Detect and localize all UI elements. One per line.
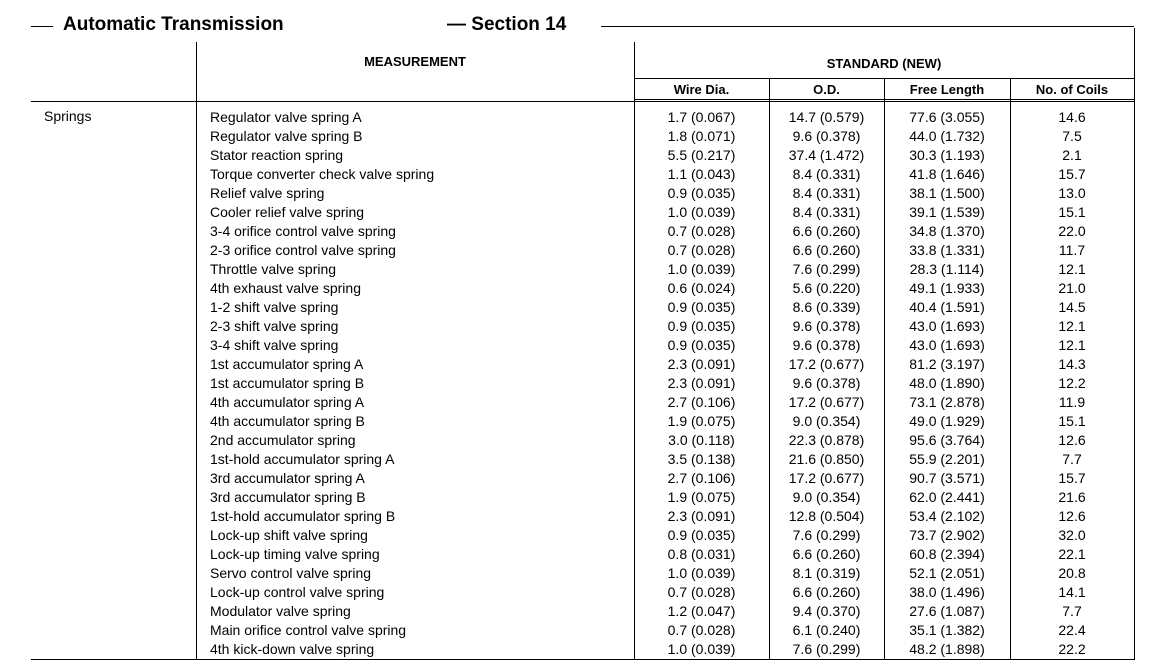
- cell-od: 17.2 (0.677): [788, 470, 865, 486]
- section-title-bar: [31, 14, 1134, 38]
- cell-od: 6.6 (0.260): [792, 242, 861, 258]
- cell-wire: 5.5 (0.217): [667, 147, 736, 163]
- cell-wire: 1.0 (0.039): [667, 641, 736, 657]
- cell-od: 8.4 (0.331): [792, 204, 861, 220]
- cell-name: Regulator valve spring B: [210, 128, 363, 144]
- title-rule-right: [601, 26, 1134, 27]
- page-title: Automatic Transmission: [63, 14, 284, 35]
- cell-wire: 1.0 (0.039): [667, 204, 736, 220]
- cell-name: 1st accumulator spring B: [210, 375, 365, 391]
- cell-coils: 12.1: [1058, 318, 1086, 334]
- cell-free: 30.3 (1.193): [909, 147, 985, 163]
- cell-free: 40.4 (1.591): [909, 299, 985, 315]
- cell-name: Throttle valve spring: [210, 261, 337, 277]
- cell-coils: 22.1: [1058, 546, 1086, 562]
- cell-coils: 22.2: [1058, 641, 1086, 657]
- cell-wire: 2.3 (0.091): [667, 356, 736, 372]
- cell-od: 5.6 (0.220): [792, 280, 861, 296]
- cell-wire: 1.9 (0.075): [667, 413, 736, 429]
- table-row: [31, 450, 1135, 469]
- cell-free: 41.8 (1.646): [909, 166, 985, 182]
- cell-free: 73.1 (2.878): [909, 394, 985, 410]
- cell-od: 9.6 (0.378): [792, 128, 861, 144]
- subheader-wire-dia: Wire Dia.: [673, 82, 730, 97]
- subheader-rule-top: [634, 78, 1134, 79]
- cell-free: 38.0 (1.496): [909, 584, 985, 600]
- cell-coils: 11.9: [1058, 394, 1086, 410]
- cell-name: Lock-up shift valve spring: [210, 527, 368, 543]
- cell-coils: 12.2: [1058, 375, 1086, 391]
- cell-name: 4th accumulator spring B: [210, 413, 365, 429]
- cell-od: 12.8 (0.504): [788, 508, 865, 524]
- table-row: [31, 374, 1135, 393]
- cell-wire: 0.9 (0.035): [667, 318, 736, 334]
- subheader-od: O.D.: [813, 82, 840, 97]
- cell-od: 17.2 (0.677): [788, 394, 865, 410]
- cell-coils: 14.3: [1058, 356, 1086, 372]
- cell-wire: 1.2 (0.047): [667, 603, 736, 619]
- cell-coils: 12.1: [1058, 261, 1086, 277]
- table-row: [31, 260, 1135, 279]
- cell-coils: 15.1: [1058, 413, 1086, 429]
- cell-name: Main orifice control valve spring: [210, 622, 407, 638]
- cell-free: 28.3 (1.114): [909, 261, 985, 277]
- cell-name: 3-4 orifice control valve spring: [210, 223, 396, 239]
- cell-coils: 20.8: [1058, 565, 1086, 581]
- cell-wire: 0.9 (0.035): [667, 299, 736, 315]
- cell-wire: 0.7 (0.028): [667, 223, 736, 239]
- cell-name: 1st accumulator spring A: [210, 356, 364, 372]
- cell-od: 17.2 (0.677): [788, 356, 865, 372]
- subheader-rule-bottom: [634, 99, 1134, 100]
- cell-name: Stator reaction spring: [210, 147, 344, 163]
- cell-coils: 7.7: [1062, 451, 1082, 467]
- cell-coils: 15.1: [1058, 204, 1086, 220]
- cell-od: 9.6 (0.378): [792, 337, 861, 353]
- cell-free: 43.0 (1.693): [909, 337, 985, 353]
- cell-name: 1st-hold accumulator spring A: [210, 451, 395, 467]
- table-row: [31, 469, 1135, 488]
- cell-free: 60.8 (2.394): [909, 546, 985, 562]
- cell-wire: 0.8 (0.031): [667, 546, 736, 562]
- table-row: [31, 336, 1135, 355]
- table-row: [31, 583, 1135, 602]
- table-row: [31, 412, 1135, 431]
- cell-coils: 22.4: [1058, 622, 1086, 638]
- cell-name: Torque converter check valve spring: [210, 166, 435, 182]
- cell-od: 9.0 (0.354): [792, 413, 861, 429]
- cell-od: 8.6 (0.339): [792, 299, 861, 315]
- cell-name: Cooler relief valve spring: [210, 204, 365, 220]
- cell-free: 33.8 (1.331): [909, 242, 985, 258]
- table-row: [31, 431, 1135, 450]
- cell-free: 73.7 (2.902): [909, 527, 985, 543]
- category-label: Springs: [44, 108, 92, 124]
- cell-free: 49.0 (1.929): [909, 413, 985, 429]
- cell-wire: 0.9 (0.035): [667, 337, 736, 353]
- table-row: [31, 279, 1135, 298]
- cell-od: 22.3 (0.878): [788, 432, 865, 448]
- cell-wire: 1.7 (0.067): [667, 109, 736, 125]
- cell-coils: 32.0: [1058, 527, 1086, 543]
- table-row: [31, 203, 1135, 222]
- cell-coils: 12.6: [1058, 508, 1086, 524]
- cell-name: 2-3 shift valve spring: [210, 318, 339, 334]
- table-row: [31, 507, 1135, 526]
- cell-wire: 3.5 (0.138): [667, 451, 736, 467]
- cell-free: 90.7 (3.571): [909, 470, 985, 486]
- cell-coils: 13.0: [1058, 185, 1086, 201]
- cell-name: Modulator valve spring: [210, 603, 351, 619]
- cell-coils: 15.7: [1058, 470, 1086, 486]
- cell-od: 8.1 (0.319): [792, 565, 861, 581]
- cell-free: 55.9 (2.201): [909, 451, 985, 467]
- cell-wire: 2.3 (0.091): [667, 375, 736, 391]
- cell-od: 6.1 (0.240): [792, 622, 861, 638]
- cell-od: 14.7 (0.579): [788, 109, 865, 125]
- cell-od: 7.6 (0.299): [792, 641, 861, 657]
- cell-free: 43.0 (1.693): [909, 318, 985, 334]
- cell-free: 44.0 (1.732): [909, 128, 985, 144]
- cell-name: 4th accumulator spring A: [210, 394, 365, 410]
- cell-name: 4th kick-down valve spring: [210, 641, 375, 657]
- table-row: [31, 488, 1135, 507]
- cell-name: 1st-hold accumulator spring B: [210, 508, 396, 524]
- cell-wire: 0.7 (0.028): [667, 242, 736, 258]
- cell-free: 52.1 (2.051): [909, 565, 985, 581]
- table-row: [31, 317, 1135, 336]
- spec-table: [31, 42, 1135, 660]
- cell-name: Relief valve spring: [210, 185, 325, 201]
- table-row: [31, 146, 1135, 165]
- cell-free: 38.1 (1.500): [909, 185, 985, 201]
- cell-wire: 0.7 (0.028): [667, 584, 736, 600]
- cell-coils: 14.5: [1058, 299, 1086, 315]
- cell-coils: 21.6: [1058, 489, 1086, 505]
- cell-name: Servo control valve spring: [210, 565, 372, 581]
- table-row: [31, 640, 1135, 659]
- cell-free: 53.4 (2.102): [909, 508, 985, 524]
- cell-name: Lock-up timing valve spring: [210, 546, 380, 562]
- cell-od: 8.4 (0.331): [792, 185, 861, 201]
- cell-od: 9.6 (0.378): [792, 318, 861, 334]
- cell-free: 49.1 (1.933): [909, 280, 985, 296]
- cell-free: 27.6 (1.087): [909, 603, 985, 619]
- cell-coils: 11.7: [1058, 242, 1086, 258]
- table-row: [31, 355, 1135, 374]
- cell-name: Regulator valve spring A: [210, 109, 362, 125]
- cell-coils: 14.1: [1058, 584, 1086, 600]
- table-bottom-rule: [31, 659, 1135, 660]
- table-row: [31, 222, 1135, 241]
- cell-coils: 2.1: [1062, 147, 1082, 163]
- cell-od: 7.6 (0.299): [792, 527, 861, 543]
- cell-name: 2-3 orifice control valve spring: [210, 242, 396, 258]
- table-row: [31, 184, 1135, 203]
- cell-coils: 22.0: [1058, 223, 1086, 239]
- cell-wire: 3.0 (0.118): [668, 432, 735, 448]
- cell-od: 6.6 (0.260): [792, 223, 861, 239]
- title-rule-left: [31, 26, 53, 27]
- cell-wire: 2.3 (0.091): [667, 508, 736, 524]
- header-measurement: MEASUREMENT: [364, 54, 466, 69]
- cell-wire: 0.7 (0.028): [667, 622, 736, 638]
- table-row: [31, 108, 1135, 127]
- cell-free: 48.0 (1.890): [909, 375, 985, 391]
- cell-coils: 21.0: [1058, 280, 1086, 296]
- cell-od: 8.4 (0.331): [792, 166, 861, 182]
- table-row: [31, 127, 1135, 146]
- cell-wire: 0.9 (0.035): [667, 527, 736, 543]
- cell-od: 7.6 (0.299): [792, 261, 861, 277]
- cell-name: 1-2 shift valve spring: [210, 299, 339, 315]
- cell-free: 62.0 (2.441): [909, 489, 985, 505]
- cell-od: 6.6 (0.260): [792, 546, 861, 562]
- cell-wire: 1.9 (0.075): [667, 489, 736, 505]
- cell-wire: 1.0 (0.039): [667, 261, 736, 277]
- cell-name: 3rd accumulator spring B: [210, 489, 366, 505]
- cell-coils: 7.7: [1062, 603, 1082, 619]
- cell-name: 3rd accumulator spring A: [210, 470, 365, 486]
- cell-wire: 2.7 (0.106): [667, 470, 736, 486]
- table-row: [31, 165, 1135, 184]
- subheader-coils: No. of Coils: [1035, 82, 1109, 97]
- cell-od: 9.4 (0.370): [792, 603, 861, 619]
- cell-coils: 14.6: [1058, 109, 1086, 125]
- table-row: [31, 564, 1135, 583]
- cell-coils: 12.1: [1058, 337, 1086, 353]
- table-row: [31, 298, 1135, 317]
- cell-free: 48.2 (1.898): [909, 641, 985, 657]
- cell-wire: 1.1 (0.043): [667, 166, 736, 182]
- cell-coils: 7.5: [1062, 128, 1082, 144]
- cell-name: 2nd accumulator spring: [210, 432, 356, 448]
- table-row: [31, 545, 1135, 564]
- section-label: — Section 14: [447, 14, 567, 35]
- subheader-free-length: Free Length: [909, 82, 985, 97]
- cell-od: 9.6 (0.378): [792, 375, 861, 391]
- cell-free: 95.6 (3.764): [909, 432, 985, 448]
- table-row: [31, 621, 1135, 640]
- cell-wire: 1.0 (0.039): [667, 565, 736, 581]
- cell-free: 35.1 (1.382): [909, 622, 985, 638]
- cell-free: 81.2 (3.197): [909, 356, 985, 372]
- cell-coils: 15.7: [1058, 166, 1086, 182]
- cell-od: 6.6 (0.260): [792, 584, 861, 600]
- cell-free: 34.8 (1.370): [909, 223, 985, 239]
- table-row: [31, 602, 1135, 621]
- cell-coils: 12.6: [1058, 432, 1086, 448]
- cell-wire: 2.7 (0.106): [667, 394, 736, 410]
- header-rule: [31, 101, 1135, 102]
- cell-od: 9.0 (0.354): [792, 489, 861, 505]
- cell-wire: 0.6 (0.024): [667, 280, 736, 296]
- cell-name: Lock-up control valve spring: [210, 584, 385, 600]
- cell-od: 37.4 (1.472): [788, 147, 865, 163]
- cell-wire: 1.8 (0.071): [667, 128, 736, 144]
- table-row: [31, 241, 1135, 260]
- table-row: [31, 526, 1135, 545]
- header-standard: STANDARD (NEW): [826, 56, 942, 71]
- cell-free: 77.6 (3.055): [909, 109, 985, 125]
- cell-free: 39.1 (1.539): [909, 204, 985, 220]
- cell-wire: 0.9 (0.035): [667, 185, 736, 201]
- table-row: [31, 393, 1135, 412]
- cell-name: 3-4 shift valve spring: [210, 337, 339, 353]
- cell-name: 4th exhaust valve spring: [210, 280, 361, 296]
- cell-od: 21.6 (0.850): [788, 451, 865, 467]
